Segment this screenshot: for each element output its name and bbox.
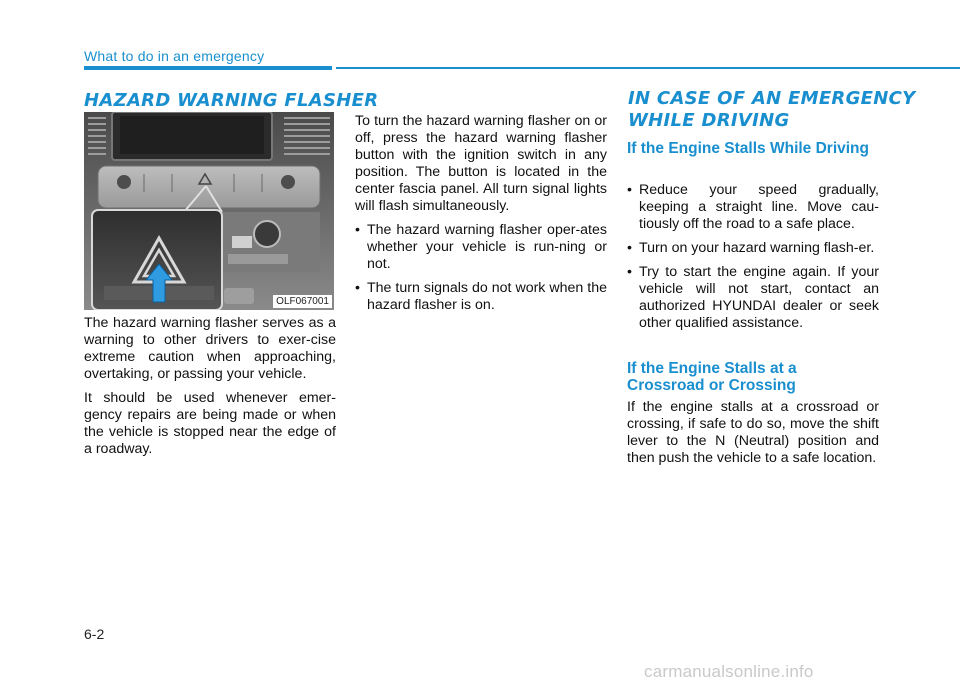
running-header: What to do in an emergency <box>84 48 265 64</box>
stall-driving-title: If the Engine Stalls While Driving <box>627 140 869 157</box>
header-rule-thick <box>84 66 332 70</box>
hazard-column-left <box>84 315 336 465</box>
stall-driving-bullet-list <box>627 182 879 332</box>
dashboard-illustration <box>84 112 334 310</box>
list-item: • The hazard warning flasher oper-ates whether your vehicle is run-ning or not. <box>355 222 607 273</box>
hazard-button-figure <box>84 112 334 310</box>
list-item: • Reduce your speed gradually, keeping a straight line. Move cau-tiously off the road to a safe place. <box>627 182 879 233</box>
hazard-column-middle <box>355 113 607 321</box>
list-item: • Turn on your hazard warning flash-er. <box>627 240 879 257</box>
emergency-section-title-line2: WHILE DRIVING <box>628 110 790 131</box>
stall-crossroad-title: If the Engine Stalls at a Crossroad or Crossing <box>627 360 797 394</box>
stall-driving-body <box>627 182 879 339</box>
list-item: • Try to start the engine again. If your vehicle will not start, contact an authorized HYUNDAI dealer or seek other qualified assistance. <box>627 264 879 332</box>
emergency-section-title-line1: IN CASE OF AN EMERGENCY <box>628 88 916 109</box>
page-number: 6-2 <box>84 626 105 642</box>
figure-code: OLF067001 <box>273 295 332 308</box>
list-item: • The turn signals do not work when the hazard flasher is on. <box>355 280 607 314</box>
stall-crossroad-body <box>627 399 879 474</box>
hazard-paragraph-2: It should be used whenever emer-gency repairs are being made or when the vehicle is stopped near the edge of a roadway. <box>84 390 336 457</box>
hazard-bullet-list <box>355 222 607 314</box>
hazard-section-title: HAZARD WARNING FLASHER <box>84 90 379 111</box>
hazard-paragraph-3: To turn the hazard warning flasher on or off, press the hazard warning flasher button with the ignition switch in any position. The button is located in the center fascia panel. All turn signal lights will flash simultaneously. <box>355 113 607 214</box>
stall-crossroad-paragraph: If the engine stalls at a crossroad or crossing, if safe to do so, move the shift lever to the N (Neutral) position and then push the vehicle to a safe location. <box>627 399 879 466</box>
header-rule-thin <box>336 67 960 69</box>
watermark: carmanualsonline.info <box>644 662 814 681</box>
hazard-paragraph-1: The hazard warning flasher serves as a warning to other drivers to exer-cise extreme caution when approaching, overtaking, or passing your vehicle. <box>84 315 336 382</box>
